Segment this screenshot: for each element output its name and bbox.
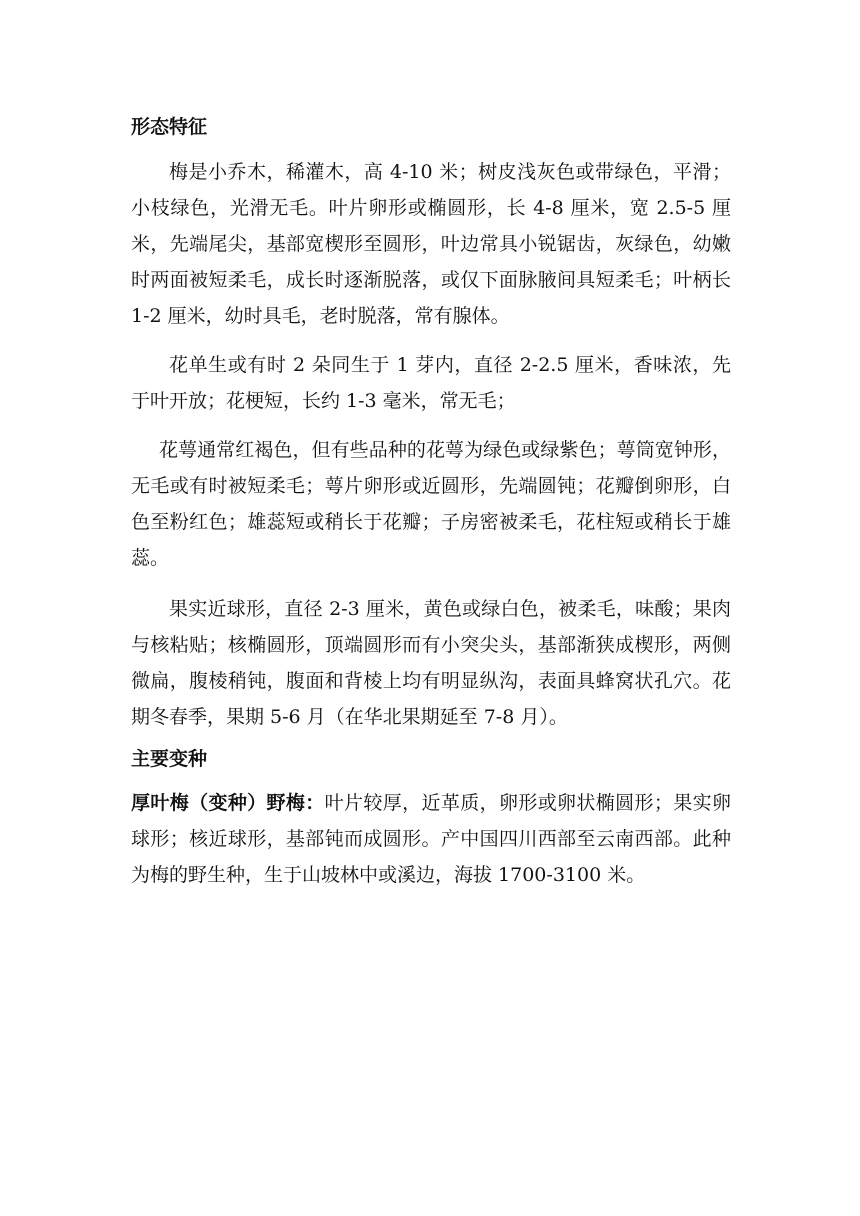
paragraph-variety bbox=[131, 785, 731, 893]
variety-description: 叶片较厚，近革质，卵形或卵状椭圆形；果实卵球形；核近球形，基部钝而成圆形。产中国四川西部至云南西部。此种为梅的野生种，生于山坡林中或溪边，海拔 1700-3100 米。 bbox=[131, 792, 731, 886]
paragraph-calyx-petals: 花萼通常红褐色，但有些品种的花萼为绿色或绿紫色；萼筒宽钟形，无毛或有时被短柔毛；萼片卵形或近圆形，先端圆钝；花瓣倒卵形，白色至粉红色；雄蕊短或稍长于花瓣；子房密被柔毛，花柱短或稍长于雄蕊。 bbox=[131, 439, 731, 569]
paragraph-fruit: 果实近球形，直径 2-3 厘米，黄色或绿白色，被柔毛，味酸；果肉与核粘贴；核椭圆形，顶端圆形而有小突尖头，基部渐狭成楔形，两侧微扁，腹棱稍钝，腹面和背棱上均有明显纵沟，表面具蜂窝状孔穴。花期冬春季，果期 5-6 月（在华北果期延至 7-8 月）。 bbox=[131, 598, 731, 728]
variety-name: 厚叶梅（变种）野梅： bbox=[131, 792, 325, 814]
section-heading-varieties: 主要变种 bbox=[131, 748, 208, 770]
section-heading-morphology: 形态特征 bbox=[131, 116, 208, 138]
paragraph-tree-leaves: 梅是小乔木，稀灌木，高 4-10 米；树皮浅灰色或带绿色，平滑；小枝绿色，光滑无毛。叶片卵形或椭圆形，长 4-8 厘米，宽 2.5-5 厘米，先端尾尖，基部宽楔形至圆形，叶边常具小锐锯齿，灰绿色，幼嫩时两面被短柔毛，成长时逐渐脱落，或仅下面脉腋间具短柔毛；叶柄长 1-2 厘米，幼时具毛，老时脱落，常有腺体。 bbox=[131, 161, 731, 327]
document-page bbox=[131, 112, 731, 893]
paragraph-flowers: 花单生或有时 2 朵同生于 1 芽内，直径 2-2.5 厘米，香味浓，先于叶开放；花梗短，长约 1-3 毫米，常无毛； bbox=[131, 354, 731, 412]
